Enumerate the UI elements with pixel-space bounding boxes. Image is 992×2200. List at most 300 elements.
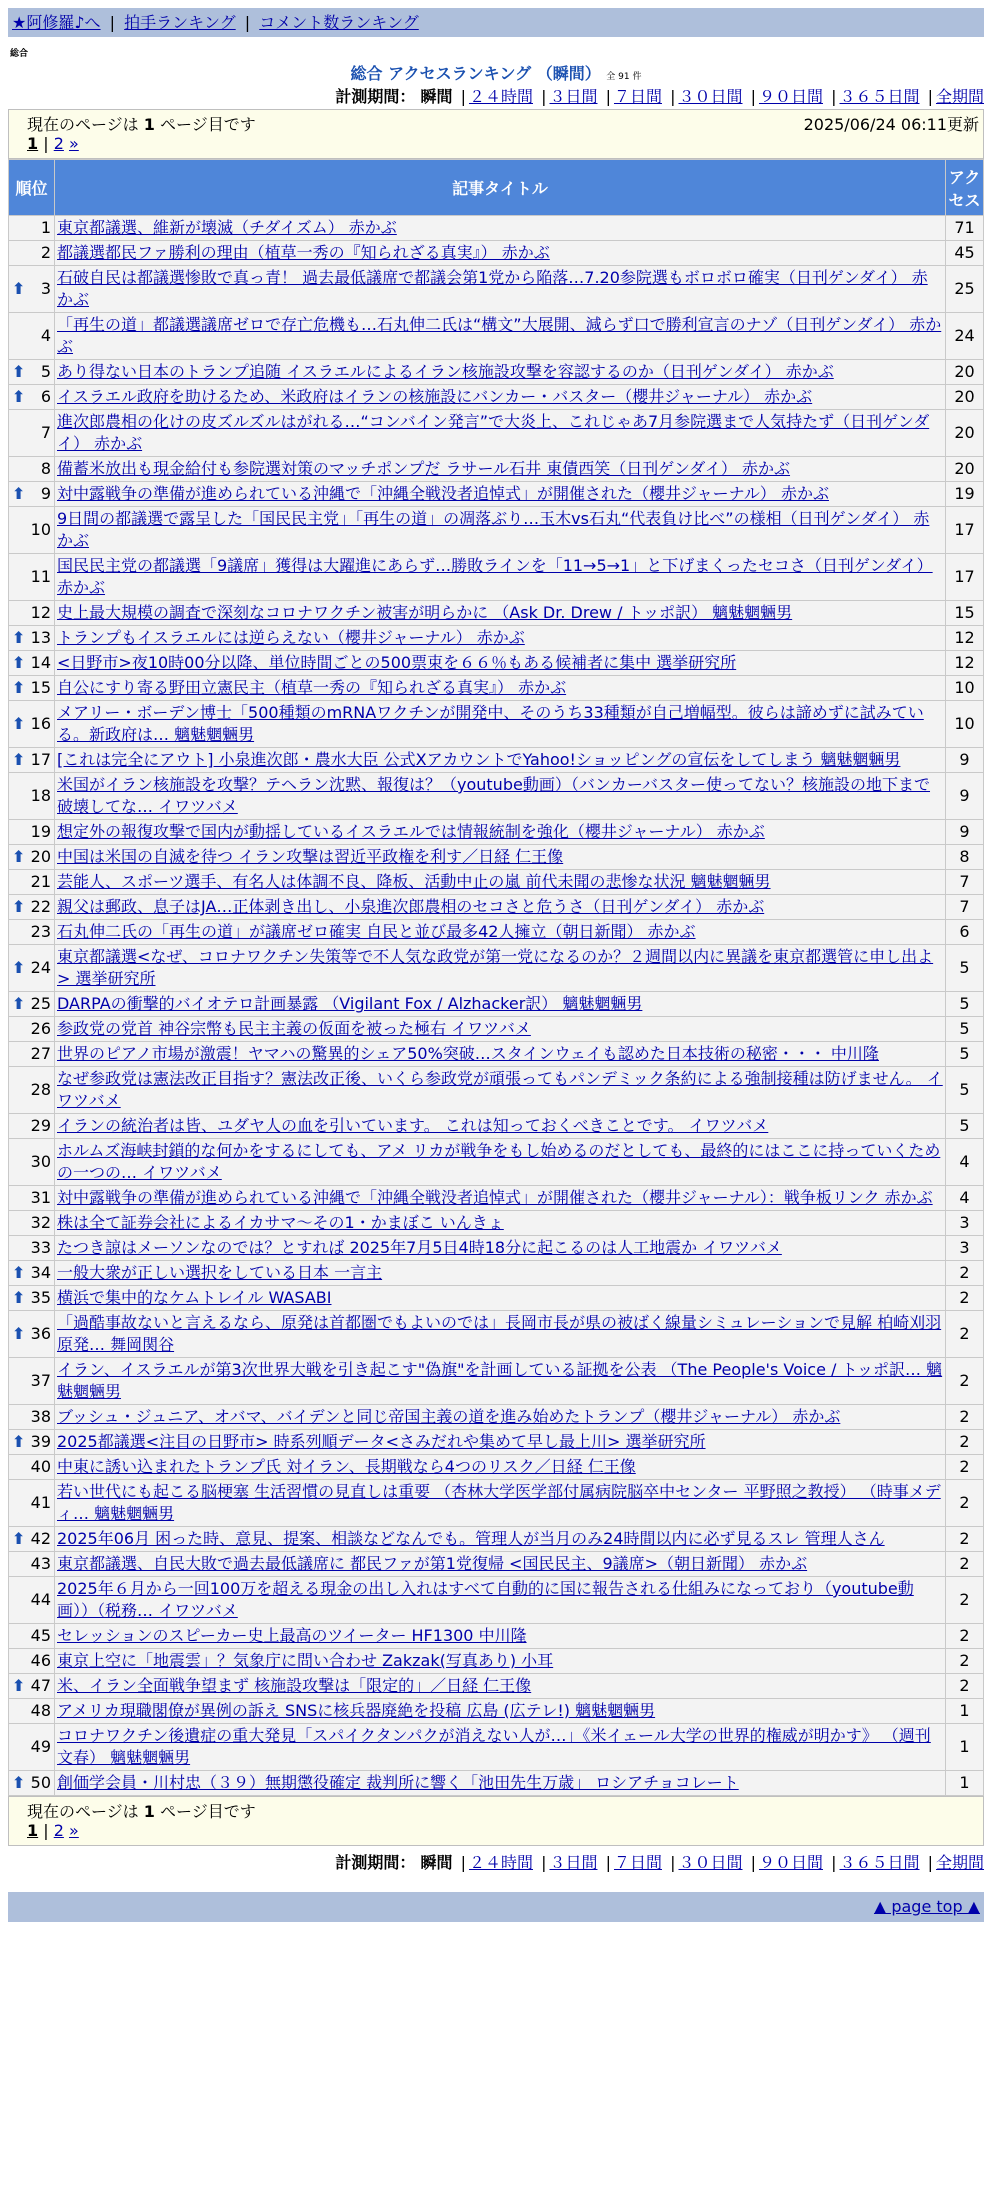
rank-cell bbox=[9, 748, 55, 773]
rank-number: 36 bbox=[30, 1324, 51, 1343]
access-count: 10 bbox=[946, 676, 984, 701]
period-nav-bottom: 計測期間： 瞬間 | ２４時間 | ３日間 | ７日間 | ３０日間 | ９０日間 | ３６５日間 | 全期間 bbox=[335, 1853, 984, 1872]
rank-number: 10 bbox=[30, 520, 51, 539]
rank-number: 47 bbox=[30, 1676, 51, 1695]
access-count: 2 bbox=[946, 1577, 984, 1624]
rank-number: 34 bbox=[30, 1263, 51, 1282]
table-row bbox=[9, 676, 984, 701]
table-row bbox=[9, 845, 984, 870]
article-title-link[interactable]: 「過酷事故ないと言えるなら、原発は首都圏でもよいのでは」長岡市長が県の被ばく線量シミュレーションで見解 柏崎刈羽原発… 舞岡関谷 bbox=[57, 1313, 942, 1354]
title-cell bbox=[55, 1311, 946, 1358]
table-row bbox=[9, 1527, 984, 1552]
rank-number: 23 bbox=[30, 922, 51, 941]
article-title-link[interactable]: あり得ない日本のトランプ追随 イスラエルによるイラン核施設攻撃を容認するのか（日刊ゲンダイ） 赤かぶ bbox=[57, 362, 834, 381]
table-row bbox=[9, 1405, 984, 1430]
period-30d-link[interactable]: ３０日間 bbox=[678, 1853, 743, 1872]
rank-cell bbox=[9, 1211, 55, 1236]
article-title-link[interactable]: メアリー・ボーデン博士「500種類のmRNAワクチンが開発中、そのうち33種類が自己増幅型。彼らは諦めずに試みている。新政府は… 魑魅魍魎男 bbox=[57, 703, 924, 744]
access-count: 2 bbox=[946, 1455, 984, 1480]
rank-cell bbox=[9, 1624, 55, 1649]
home-link[interactable]: ★阿修羅♪へ bbox=[12, 13, 101, 32]
access-count: 2 bbox=[946, 1358, 984, 1405]
title-cell bbox=[55, 1699, 946, 1724]
article-title-link[interactable]: 都議選都民ファ勝利の理由（植草一秀の『知られざる真実』） 赤かぶ bbox=[57, 243, 550, 262]
article-title-link[interactable]: セレッションのスピーカー史上最高のツイーター HF1300 中川隆 bbox=[57, 1626, 527, 1645]
rank-cell bbox=[9, 1724, 55, 1771]
title-cell bbox=[55, 992, 946, 1017]
pager-top bbox=[27, 134, 79, 153]
rank-number: 50 bbox=[30, 1773, 51, 1792]
title-cell bbox=[55, 482, 946, 507]
table-row bbox=[9, 992, 984, 1017]
rank-up-arrow-icon: ⬆ bbox=[12, 847, 26, 866]
access-count: 20 bbox=[946, 410, 984, 457]
rank-cell bbox=[9, 1261, 55, 1286]
period-label: 計測期間： bbox=[335, 87, 416, 106]
table-header-row bbox=[9, 160, 984, 216]
rank-number: 26 bbox=[30, 1019, 51, 1038]
page-title bbox=[8, 63, 984, 85]
rank-number: 16 bbox=[30, 714, 51, 733]
article-title-link[interactable]: 東京都議選<なぜ、コロナワクチン失策等で不人気な政党が第一党になるのか？２週間以内に異議を東京都選管に申し出よ> 選挙研究所 bbox=[57, 947, 934, 988]
rank-number: 44 bbox=[30, 1590, 51, 1609]
rank-up-arrow-icon: ⬆ bbox=[12, 1529, 26, 1548]
access-count: 10 bbox=[946, 701, 984, 748]
rank-number: 32 bbox=[30, 1213, 51, 1232]
article-title-link[interactable]: 中国は米国の自滅を待つ イラン攻撃は習近平政権を利す／日経 仁王像 bbox=[57, 847, 564, 866]
article-title-link[interactable]: 中東に誘い込まれたトランプ氏 対イラン、長期戦なら4つのリスク／日経 仁王像 bbox=[57, 1457, 636, 1476]
title-cell bbox=[55, 651, 946, 676]
title-cell bbox=[55, 313, 946, 360]
rank-number: 17 bbox=[30, 750, 51, 769]
period-3d-link[interactable]: ３日間 bbox=[549, 1853, 598, 1872]
title-cell bbox=[55, 748, 946, 773]
table-row bbox=[9, 895, 984, 920]
page-info-suffix: ページ目です bbox=[160, 115, 256, 134]
table-row bbox=[9, 266, 984, 313]
rank-up-arrow-icon: ⬆ bbox=[12, 897, 26, 916]
rank-cell bbox=[9, 1430, 55, 1455]
table-row bbox=[9, 241, 984, 266]
table-row bbox=[9, 1114, 984, 1139]
access-count: 71 bbox=[946, 216, 984, 241]
access-count: 45 bbox=[946, 241, 984, 266]
access-count: 2 bbox=[946, 1261, 984, 1286]
rank-number: 24 bbox=[30, 958, 51, 977]
title-cell bbox=[55, 920, 946, 945]
table-row bbox=[9, 1236, 984, 1261]
article-title-link[interactable]: 米、イラン全面戦争望まず 核施設攻撃は「限定的」／日経 仁王像 bbox=[57, 1676, 532, 1695]
rank-number: 31 bbox=[30, 1188, 51, 1207]
rank-number: 30 bbox=[30, 1152, 51, 1171]
period-all-link[interactable]: 全期間 bbox=[935, 87, 984, 106]
pager-current: 1 bbox=[27, 1821, 39, 1840]
title-cell bbox=[55, 1186, 946, 1211]
period-3d-link[interactable]: ３日間 bbox=[549, 87, 598, 106]
title-cell bbox=[55, 1649, 946, 1674]
rank-number: 21 bbox=[30, 872, 51, 891]
total-count: 全 91 件 bbox=[606, 72, 642, 82]
period-365d-link[interactable]: ３６５日間 bbox=[839, 1853, 920, 1872]
article-title-link[interactable]: 石丸伸二氏の「再生の道」が議席ゼロ確実 自民と並び最多42人擁立（朝日新聞） 赤かぶ bbox=[57, 922, 696, 941]
article-title-link[interactable]: DARPAの衝撃的バイオテロ計画暴露 （Vigilant Fox / Alzhacker訳） 魑魅魍魎男 bbox=[57, 994, 643, 1013]
access-count: 5 bbox=[946, 1067, 984, 1114]
article-title-link[interactable]: たつき諒はメーソンなのでは？とすれば 2025年7月5日4時18分に起こるのは人工地震か イワツバメ bbox=[57, 1238, 782, 1257]
table-row bbox=[9, 920, 984, 945]
ranking-title: 総合 アクセスランキング （瞬間） bbox=[350, 64, 601, 83]
top-nav bbox=[8, 8, 984, 37]
table-row bbox=[9, 1624, 984, 1649]
page-info-suffix: ページ目です bbox=[160, 1802, 256, 1821]
pager-separator: | bbox=[43, 1821, 49, 1840]
access-count: 2 bbox=[946, 1649, 984, 1674]
footer-bar bbox=[8, 1892, 984, 1922]
nav-separator: | bbox=[109, 13, 116, 32]
rank-cell bbox=[9, 1674, 55, 1699]
rank-cell bbox=[9, 945, 55, 992]
pager-separator: | bbox=[43, 134, 49, 153]
article-title-link[interactable]: イラン、イスラエルが第3次世界大戦を引き起こす"偽旗"を計画している証拠を公表 （The People's Voice / トッポ訳… 魑魅魍魎男 bbox=[57, 1360, 943, 1401]
table-row bbox=[9, 216, 984, 241]
access-count: 20 bbox=[946, 457, 984, 482]
article-title-link[interactable]: 東京都議選、維新が壊滅（チダイズム） 赤かぶ bbox=[57, 218, 397, 237]
rank-cell bbox=[9, 773, 55, 820]
rank-number: 28 bbox=[30, 1080, 51, 1099]
article-title-link[interactable]: 2025年06月 困った時、意見、提案、相談などなんでも。管理人が当月のみ24時間以内に必ず見るスレ 管理人さん bbox=[57, 1529, 885, 1548]
title-cell bbox=[55, 554, 946, 601]
access-count: 12 bbox=[946, 626, 984, 651]
access-count: 2 bbox=[946, 1311, 984, 1358]
article-title-link[interactable]: 想定外の報復攻撃で国内が動揺しているイスラエルでは情報統制を強化（櫻井ジャーナル） 赤かぶ bbox=[57, 822, 765, 841]
table-row bbox=[9, 507, 984, 554]
rank-number: 45 bbox=[30, 1626, 51, 1645]
title-cell bbox=[55, 385, 946, 410]
access-count: 17 bbox=[946, 554, 984, 601]
table-row bbox=[9, 482, 984, 507]
table-row bbox=[9, 1480, 984, 1527]
rank-cell bbox=[9, 1067, 55, 1114]
access-count: 6 bbox=[946, 920, 984, 945]
rank-cell bbox=[9, 1358, 55, 1405]
title-cell bbox=[55, 845, 946, 870]
rank-number: 4 bbox=[40, 326, 51, 345]
rank-number: 5 bbox=[40, 362, 51, 381]
access-count: 9 bbox=[946, 748, 984, 773]
rank-up-arrow-icon: ⬆ bbox=[12, 714, 26, 733]
rank-up-arrow-icon: ⬆ bbox=[12, 387, 26, 406]
article-title-link[interactable]: 一般大衆が正しい選択をしている日本 一言主 bbox=[57, 1263, 383, 1282]
rank-cell bbox=[9, 1311, 55, 1358]
rank-up-arrow-icon: ⬆ bbox=[12, 628, 26, 647]
title-cell bbox=[55, 701, 946, 748]
period-all-link[interactable]: 全期間 bbox=[935, 1853, 984, 1872]
rank-cell bbox=[9, 1577, 55, 1624]
table-row bbox=[9, 313, 984, 360]
rank-cell bbox=[9, 554, 55, 601]
access-count: 1 bbox=[946, 1724, 984, 1771]
rank-number: 35 bbox=[30, 1288, 51, 1307]
rank-number: 8 bbox=[40, 459, 51, 478]
pager-page-2[interactable]: 2 bbox=[53, 134, 64, 153]
rank-cell bbox=[9, 920, 55, 945]
title-cell bbox=[55, 1771, 946, 1796]
access-count: 25 bbox=[946, 266, 984, 313]
rank-cell bbox=[9, 601, 55, 626]
rank-cell bbox=[9, 241, 55, 266]
rank-number: 49 bbox=[30, 1737, 51, 1756]
rank-number: 42 bbox=[30, 1529, 51, 1548]
rank-up-arrow-icon: ⬆ bbox=[12, 653, 26, 672]
pager-next-arrow[interactable]: » bbox=[69, 134, 79, 153]
page-info-prefix: 現在のページは bbox=[27, 1802, 139, 1821]
title-cell bbox=[55, 1139, 946, 1186]
title-cell bbox=[55, 360, 946, 385]
title-cell bbox=[55, 1724, 946, 1771]
table-row bbox=[9, 1139, 984, 1186]
table-row bbox=[9, 360, 984, 385]
rank-number: 20 bbox=[30, 847, 51, 866]
article-title-link[interactable]: [これは完全にアウト] 小泉進次郎・農水大臣 公式XアカウントでYahoo!ショッピングの宣伝をしてしまう 魑魅魍魎男 bbox=[57, 750, 901, 769]
column-access: アクセス bbox=[946, 160, 984, 216]
table-row bbox=[9, 1674, 984, 1699]
article-title-link[interactable]: ブッシュ・ジュニア、オバマ、バイデンと同じ帝国主義の道を進み始めたトランプ（櫻井ジャーナル） 赤かぶ bbox=[57, 1407, 841, 1426]
rank-cell bbox=[9, 870, 55, 895]
period-90d-link[interactable]: ９０日間 bbox=[758, 1853, 823, 1872]
rank-up-arrow-icon: ⬆ bbox=[12, 678, 26, 697]
table-row bbox=[9, 651, 984, 676]
rank-number: 41 bbox=[30, 1493, 51, 1512]
article-title-link[interactable]: 石破自民は都議選惨敗で真っ青！ 過去最低議席で都議会第1党から陥落…7.20参院選もボロボロ確実（日刊ゲンダイ） 赤かぶ bbox=[57, 268, 928, 309]
ranking-table bbox=[8, 159, 984, 1796]
table-row bbox=[9, 1771, 984, 1796]
article-title-link[interactable]: 世界のピアノ市場が激震！ヤマハの驚異的シェア50%突破…スタインウェイも認めた日本技術の秘密・・・ 中川隆 bbox=[57, 1044, 879, 1063]
rank-cell bbox=[9, 820, 55, 845]
page bbox=[8, 0, 984, 1922]
title-cell bbox=[55, 870, 946, 895]
rank-number: 48 bbox=[30, 1701, 51, 1720]
article-title-link[interactable]: 「再生の道」都議選議席ゼロで存亡危機も…石丸伸二氏は“構文”大展開、減らず口で勝利宣言のナゾ（日刊ゲンダイ） 赤かぶ bbox=[57, 315, 942, 356]
article-title-link[interactable]: 東京都議選、自民大敗で過去最低議席に 都民ファが第1党復帰 <国民民主、9議席>（朝日新聞） 赤かぶ bbox=[57, 1554, 808, 1573]
rank-cell bbox=[9, 651, 55, 676]
article-title-link[interactable]: 株は全て証券会社によるイカサマ〜その1・かまぼこ いんきょ bbox=[57, 1213, 504, 1232]
rank-cell bbox=[9, 482, 55, 507]
period-current: 瞬間 bbox=[420, 1853, 453, 1872]
rank-number: 43 bbox=[30, 1554, 51, 1573]
title-cell bbox=[55, 895, 946, 920]
title-cell bbox=[55, 507, 946, 554]
rank-cell bbox=[9, 992, 55, 1017]
article-title-link[interactable]: 米国がイラン核施設を攻撃？テヘラン沈黙、報復は？（youtube動画）（バンカーバスター使ってない？核施設の地下まで破壊してな… イワツバメ bbox=[57, 775, 931, 816]
access-count: 2 bbox=[946, 1480, 984, 1527]
rank-number: 7 bbox=[40, 423, 51, 442]
article-title-link[interactable]: 史上最大規模の調査で深刻なコロナワクチン被害が明らかに （Ask Dr. Drew / トッポ訳） 魑魅魍魎男 bbox=[57, 603, 793, 622]
rank-cell bbox=[9, 895, 55, 920]
period-365d-link[interactable]: ３６５日間 bbox=[839, 87, 920, 106]
rank-cell bbox=[9, 1114, 55, 1139]
title-cell bbox=[55, 820, 946, 845]
article-title-link[interactable]: 2025年６月から一回100万を超える現金の出し入れはすべて自動的に国に報告される仕組みになっており（youtube動画））（税務… イワツバメ bbox=[57, 1579, 914, 1620]
title-cell bbox=[55, 1067, 946, 1114]
ranking-rows bbox=[9, 216, 984, 1796]
page-info-bottom bbox=[8, 1796, 984, 1846]
table-row bbox=[9, 385, 984, 410]
access-count: 2 bbox=[946, 1405, 984, 1430]
rank-cell bbox=[9, 676, 55, 701]
article-title-link[interactable]: 9日間の都議選で露呈した「国民民主党」「再生の道」の凋落ぶり…玉木vs石丸“代表負け比べ”の様相（日刊ゲンダイ） 赤かぶ bbox=[57, 509, 930, 550]
rank-number: 40 bbox=[30, 1457, 51, 1476]
article-title-link[interactable]: 東京上空に「地震雲」？気象庁に問い合わせ Zakzak(写真あり) 小耳 bbox=[57, 1651, 554, 1670]
article-title-link[interactable]: 備蓄米放出も現金給付も参院選対策のマッチポンプだ ラサール石井 東債西笑（日刊ゲンダイ） 赤かぶ bbox=[57, 459, 791, 478]
access-count: 5 bbox=[946, 1042, 984, 1067]
rank-cell bbox=[9, 313, 55, 360]
page-info-top bbox=[8, 109, 984, 159]
title-cell bbox=[55, 266, 946, 313]
pager-next-arrow[interactable]: » bbox=[69, 1821, 79, 1840]
rank-cell bbox=[9, 1186, 55, 1211]
table-row bbox=[9, 870, 984, 895]
table-row bbox=[9, 554, 984, 601]
rank-up-arrow-icon: ⬆ bbox=[12, 1676, 26, 1695]
title-cell bbox=[55, 1455, 946, 1480]
article-title-link[interactable]: コロナワクチン後遺症の重大発見「スパイクタンパクが消えない人が…」《米イェール大学の世界的権威が明かす》 （週刊文春） 魑魅魍魎男 bbox=[57, 1726, 931, 1767]
rank-up-arrow-icon: ⬆ bbox=[12, 1432, 26, 1451]
access-count: 8 bbox=[946, 845, 984, 870]
article-title-link[interactable]: 参政党の党首 神谷宗幣も民主主義の仮面を被った極右 イワツバメ bbox=[57, 1019, 531, 1038]
rank-number: 29 bbox=[30, 1116, 51, 1135]
article-title-link[interactable]: 2025都議選<注目の日野市> 時系列順データ<さみだれや集めて早し最上川> 選挙研究所 bbox=[57, 1432, 706, 1451]
title-cell bbox=[55, 1042, 946, 1067]
access-count: 17 bbox=[946, 507, 984, 554]
column-rank: 順位 bbox=[9, 160, 55, 216]
rank-number: 27 bbox=[30, 1044, 51, 1063]
comment-ranking-link[interactable]: コメント数ランキング bbox=[259, 13, 419, 32]
table-row bbox=[9, 1552, 984, 1577]
rank-cell bbox=[9, 1455, 55, 1480]
article-title-link[interactable]: 国民民主党の都議選「9議席」獲得は大躍進にあらず…勝敗ラインを「11→5→1」と下げまくったセコさ（日刊ゲンダイ） 赤かぶ bbox=[57, 556, 933, 597]
table-row bbox=[9, 945, 984, 992]
period-7d-link[interactable]: ７日間 bbox=[613, 87, 662, 106]
period-90d-link[interactable]: ９０日間 bbox=[758, 87, 823, 106]
rank-up-arrow-icon: ⬆ bbox=[12, 362, 26, 381]
article-title-link[interactable]: 対中露戦争の準備が進められている沖縄で「沖縄全戦没者追悼式」が開催された（櫻井ジャーナル） 赤かぶ bbox=[57, 484, 829, 503]
access-count: 1 bbox=[946, 1771, 984, 1796]
article-title-link[interactable]: トランプもイスラエルには逆らえない（櫻井ジャーナル） 赤かぶ bbox=[57, 628, 525, 647]
period-30d-link[interactable]: ３０日間 bbox=[678, 87, 743, 106]
article-title-link[interactable]: 自公にすり寄る野田立憲民主（植草一秀の『知られざる真実』） 赤かぶ bbox=[57, 678, 567, 697]
table-row bbox=[9, 1067, 984, 1114]
table-row bbox=[9, 701, 984, 748]
rank-cell bbox=[9, 1236, 55, 1261]
access-count: 12 bbox=[946, 651, 984, 676]
access-count: 9 bbox=[946, 773, 984, 820]
title-cell bbox=[55, 1480, 946, 1527]
article-title-link[interactable]: 芸能人、スポーツ選手、有名人は体調不良、降板、活動中止の嵐 前代未聞の悲惨な状況 魑魅魍魎男 bbox=[57, 872, 771, 891]
table-row bbox=[9, 410, 984, 457]
rank-up-arrow-icon: ⬆ bbox=[12, 484, 26, 503]
rank-number: 18 bbox=[30, 786, 51, 805]
rank-up-arrow-icon: ⬆ bbox=[12, 279, 26, 298]
page-info-number: 1 bbox=[143, 115, 155, 134]
rank-cell bbox=[9, 1017, 55, 1042]
rank-number: 3 bbox=[40, 279, 51, 298]
article-title-link[interactable]: 若い世代にも起こる脳梗塞 生活習慣の見直しは重要 （杏林大学医学部付属病院脳卒中センター 平野照之教授） （時事メディ… 魑魅魍魎男 bbox=[57, 1482, 941, 1523]
article-title-link[interactable]: 進次郎農相の化けの皮ズルズルはがれる…“コンバイン発言”で大炎上、これじゃあ7月参院選まで人気持たず（日刊ゲンダイ） 赤かぶ bbox=[57, 412, 930, 453]
access-count: 2 bbox=[946, 1527, 984, 1552]
rank-number: 38 bbox=[30, 1407, 51, 1426]
table-row bbox=[9, 1311, 984, 1358]
page-top-link[interactable]: ▲ page top ▲ bbox=[873, 1897, 980, 1916]
rank-cell bbox=[9, 385, 55, 410]
rank-number: 22 bbox=[30, 897, 51, 916]
access-count: 5 bbox=[946, 945, 984, 992]
access-count: 9 bbox=[946, 820, 984, 845]
article-title-link[interactable]: <日野市>夜10時00分以降、単位時間ごとの500票束を６６％もある候補者に集中 選挙研究所 bbox=[57, 653, 737, 672]
access-count: 7 bbox=[946, 870, 984, 895]
rank-cell bbox=[9, 626, 55, 651]
article-title-link[interactable]: ホルムズ海峡封鎖的な何かをするにしても、アメ リカが戦争をもし始めるのだとしても、最終的にはここに持っていくための一つの… イワツバメ bbox=[57, 1141, 941, 1182]
rank-number: 9 bbox=[40, 484, 51, 503]
access-count: 19 bbox=[946, 482, 984, 507]
article-title-link[interactable]: イランの統治者は皆、ユダヤ人の血を引いています。 これは知っておくべきことです。 イワツバメ bbox=[57, 1116, 769, 1135]
rank-cell bbox=[9, 360, 55, 385]
article-title-link[interactable]: なぜ参政党は憲法改正目指す？憲法改正後、いくら参政党が頑張ってもパンデミック条約による強制接種は防げません。 イワツバメ bbox=[57, 1069, 943, 1110]
article-title-link[interactable]: イスラエル政府を助けるため、米政府はイランの核施設にバンカー・バスター（櫻井ジャーナル） 赤かぶ bbox=[57, 387, 813, 406]
table-row bbox=[9, 1017, 984, 1042]
title-cell bbox=[55, 1552, 946, 1577]
title-cell bbox=[55, 1527, 946, 1552]
article-title-link[interactable]: 親父は郵政、息子はJA…正体剥き出し、小泉進次郎農相のセコさと危うさ（日刊ゲンダイ） 赤かぶ bbox=[57, 897, 765, 916]
access-count: 2 bbox=[946, 1624, 984, 1649]
rank-cell bbox=[9, 1042, 55, 1067]
clap-ranking-link[interactable]: 拍手ランキング bbox=[124, 13, 236, 32]
current-page-text bbox=[27, 1799, 256, 1822]
current-page-text bbox=[27, 112, 256, 135]
access-count: 3 bbox=[946, 1211, 984, 1236]
period-24h-link[interactable]: ２４時間 bbox=[468, 87, 533, 106]
category-label: 総合 bbox=[10, 49, 29, 59]
period-current: 瞬間 bbox=[420, 87, 453, 106]
rank-cell bbox=[9, 845, 55, 870]
title-cell bbox=[55, 773, 946, 820]
period-24h-link[interactable]: ２４時間 bbox=[468, 1853, 533, 1872]
access-count: 24 bbox=[946, 313, 984, 360]
access-count: 20 bbox=[946, 385, 984, 410]
pager-page-2[interactable]: 2 bbox=[53, 1821, 64, 1840]
article-title-link[interactable]: 対中露戦争の準備が進められている沖縄で「沖縄全戦没者追悼式」が開催された（櫻井ジャーナル）：戦争板リンク 赤かぶ bbox=[57, 1188, 933, 1207]
table-row bbox=[9, 1286, 984, 1311]
rank-up-arrow-icon: ⬆ bbox=[12, 1288, 26, 1307]
access-count: 5 bbox=[946, 992, 984, 1017]
title-cell bbox=[55, 1286, 946, 1311]
rank-cell bbox=[9, 266, 55, 313]
title-cell bbox=[55, 1114, 946, 1139]
article-title-link[interactable]: 横浜で集中的なケムトレイル WASABI bbox=[57, 1288, 332, 1307]
title-cell bbox=[55, 1261, 946, 1286]
table-row bbox=[9, 1186, 984, 1211]
rank-up-arrow-icon: ⬆ bbox=[12, 994, 26, 1013]
rank-cell bbox=[9, 410, 55, 457]
rank-cell bbox=[9, 1527, 55, 1552]
period-nav-top: 計測期間： 瞬間 | ２４時間 | ３日間 | ７日間 | ３０日間 | ９０日間 | ３６５日間 | 全期間 bbox=[335, 87, 984, 106]
period-7d-link[interactable]: ７日間 bbox=[613, 1853, 662, 1872]
article-title-link[interactable]: 創価学会員・川村忠（３９）無期懲役確定 裁判所に響く「池田先生万歳」 ロシアチョコレート bbox=[57, 1773, 739, 1792]
rank-up-arrow-icon: ⬆ bbox=[12, 1263, 26, 1282]
title-cell bbox=[55, 945, 946, 992]
rank-number: 37 bbox=[30, 1371, 51, 1390]
rank-up-arrow-icon: ⬆ bbox=[12, 958, 26, 977]
article-title-link[interactable]: アメリカ現職閣僚が異例の訴え SNSに核兵器廃絶を投稿 広島 (広テレ!) 魑魅魍魎男 bbox=[57, 1701, 656, 1720]
pager-current: 1 bbox=[27, 134, 39, 153]
